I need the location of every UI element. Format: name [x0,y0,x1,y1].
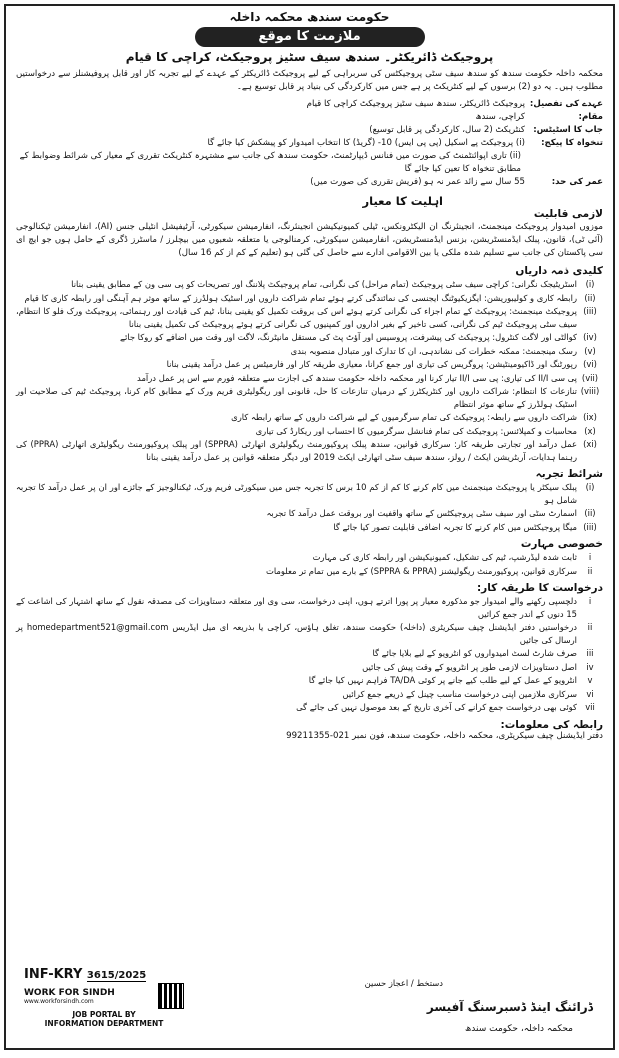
mandatory-qualification-heading: لازمی قابلیت [533,208,603,220]
apply-list [16,595,603,714]
item-text: تنازعات کا انتظام: شراکت داروں اور کنٹریکٹرز کے درمیان تنازعات کا حل، قانونی اور ریگولیٹری فریم ورک کے مطابق کام کرنا، پروجیکٹ ٹیم کی صلاحیت اور اسٹیک ہولڈرز کے ساتھ موثر انتظام [16,386,577,409]
qr-code-icon [158,983,184,1009]
signatory-department: محکمہ داخلہ، حکومت سندھ [465,1024,573,1034]
item-text: اسٹریٹیجک نگرانی: کراچی سیف سٹی پروجیکٹ (تمام مراحل) کی نگرانی، تمام پروجیکٹ پلاننگ اور تصریحات کو پی سی ون کے مطابق یقینی بنانا [71,279,577,289]
portal-line-2: INFORMATION DEPARTMENT [44,1019,164,1028]
apply-heading: درخواست کا طریقہ کار: [476,582,603,594]
item-text: اسمارٹ سٹی اور سیف سٹی پروجیکٹس کے ساتھ واقفیت اور بروقت عمل درآمد کا تجربہ [266,508,577,518]
intro-paragraph: محکمہ داخلہ حکومت سندھ کو سندھ سیف سٹی پروجیکٹس کی سربراہی کے لیے پروجیکٹ ڈائریکٹر کے عہدے کے لیے تجربہ کار اور قابل پروفیشنلز سے درخواستیں مطلوب ہیں۔ یہ دو (2) برسوں کے لیے کنٹریکٹ پر ہے جس میں کارکردگی کی بنیاد پر قابل توسیع ہے۔ [16,69,603,92]
contact-info: دفتر ایڈیشنل چیف سیکریٹری، محکمہ داخلہ، حکومت سندھ، فون نمبر 021-99211355 [286,730,603,741]
list-item [16,292,603,305]
contact-heading: رابطہ کی معلومات: [500,718,603,731]
item-text: پبلک سیکٹر یا پروجیکٹ مینجمنٹ میں کام کرنے کا کم از کم 10 برس کا تجربہ جس میں سیکورٹی فریم ورک، ٹیکنالوجیز کے جائزے اور ان پر عمل درآمد کا تجربہ شامل ہو [16,482,577,505]
item-number: (ii) [584,508,596,518]
experience-list [16,481,603,533]
detail-value: کنٹریکٹ (2 سال، کارکردگی پر قابل توسیع) [369,125,525,135]
item-text: انٹرویو کے عمل کے لیے طلب کیے جانے پر کوئی TA/DA فراہم نہیں کیا جائے گا [308,675,577,685]
signatory-name: دستخط / اعجاز حسین [364,978,443,988]
list-item [16,481,603,506]
qualification-text: موزوں امیدوار پروجیکٹ مینجمنٹ، انجینئرنگ ان الیکٹرونکس، ٹیلی کمیونیکیشن انجینئرنگ، انفارمیشن سیکورٹی، آرٹیفیشل انٹیلی جنس (AI)، انفارمیشن ٹیکنالوجی (آئی ٹی)، قانون، پبلک ایڈمنسٹریشن، بزنس ایڈمنسٹریشن، انفارمیشن سیکورٹی، کرمنالوجی یا متعلقہ شعبوں میں بیچلرز / ماسٹرز ڈگری کے حامل ہوں جو ایچ ای سی پاکستان کی جانب سے تسلیم شدہ ملکی یا بین الاقوامی ادارے سے حاصل کی گئی ہو (تعلیم کے کم از کم 16 سال) [16,222,603,258]
item-number: ii [587,565,593,576]
skills-list [16,551,603,577]
detail-key: جاب کا اسٹیٹس: [533,125,603,135]
item-text: شراکت داروں سے رابطہ: پروجیکٹ کی تمام سرگرمیوں کے لیے شراکت داروں کے ساتھ رابطہ کاری [231,412,577,422]
detail-value: پروجیکٹ ڈائریکٹر، سندھ سیف سٹیز پروجیکٹ کراچی کا قیام [306,99,525,109]
list-item [16,621,603,646]
job-opportunity-banner: ملازمت کا موقع [195,27,425,47]
list-item [16,521,603,534]
item-number: (ii) [584,292,596,303]
list-item [16,278,603,291]
item-number: (iii) [583,306,597,316]
item-number: vii [585,702,595,712]
list-item [16,701,603,714]
w4s-url: www.workforsindh.com [24,997,94,1005]
list-item [16,385,603,410]
item-text: دلچسپی رکھنے والے امیدوار جو مذکورہ معیار پر پورا اترتے ہوں، اپنی درخواست، سی وی اور متعلقہ دستاویزات کی مصدقہ نقول کے ساتھ اشتہار کی اشاعت کے 15 دنوں کے اندر جمع کرائیں [16,596,577,619]
item-number: (v) [584,345,596,356]
duties-list [16,278,603,463]
item-text: محاسبات و کمپلائنس: پروجیکٹ کی تمام فنانشل سرگرمیوں کا احتساب اور ریکارڈ کی تیاری [255,425,577,436]
list-item [16,345,603,358]
item-text: پروجیکٹ مینجمنٹ: پروجیکٹ کے تمام اجزاء کی نگرانی کرتے ہوئے اس کی بروقت تکمیل کو یقینی بنانا، ٹیم کی قیادت اور رہنمائی، پروجیکٹ ورک فلو کا انتظام، سیف سٹی پروجیکٹ ٹیم کی نگرانی، کسی تاخیر کے بغیر اداروں اور کمپنیوں کی نگرانی کرتے ہوئے پروجیکٹ کی تکمیل یقینی بنانا [16,306,577,329]
list-item [16,411,603,424]
detail-row [16,98,603,111]
item-number: (i) [585,279,595,289]
inf-code [24,967,184,982]
list-item [16,674,603,687]
job-advertisement [4,4,615,1050]
detail-row [16,137,603,150]
detail-row-age [16,176,603,189]
detail-value: کراچی، سندھ [475,112,525,122]
salary-extra: (ii) تاری اپوائنٹمنٹ کی صورت میں فنانس ڈیپارٹمنٹ، حکومت سندھ کی جانب سے مشتہرہ کنٹریکٹ تقرری کے معیار کی شرائط وضوابط کے مطابق تنخواہ کا تعین کیا جائے گا [19,151,521,174]
item-text: ثابت شدہ لیڈرشپ، ٹیم کی تشکیل، کمیونیکیشن اور رابطہ کاری کی مہارت [312,552,577,562]
portal-line-1: JOB PORTAL BY [72,1010,136,1019]
item-number: (x) [584,425,596,436]
item-number: iii [586,648,594,658]
detail-value: 55 سال سے زائد عمر نہ ہو (فریش تقرری کی صورت میں) [310,177,525,187]
list-item [16,305,603,330]
item-text: کوالٹی اور لاگت کنٹرول: پروجیکٹ کی پیشرفت، پروسیس اور آؤٹ پٹ کی مستقل مانیٹرنگ، لاگت اور وقت میں اضافے کو روکا جائے [120,332,577,342]
item-number: i [588,552,592,562]
detail-key: عہدے کی تفصیل: [529,99,603,109]
item-number: i [588,596,592,606]
item-text: پی سی II/I کی تیاری: پی سی II/I تیار کرنا اور محکمہ داخلہ حکومت سندھ کی اجازت سے متعلقہ فورم سے اس پر عمل درآمد [137,372,577,383]
list-item [16,331,603,344]
list-item [16,438,603,463]
item-number: (iii) [583,521,597,532]
duties-heading: کلیدی ذمہ داریاں [515,265,603,277]
w4s-name: WORK FOR SINDH [24,987,115,998]
item-number: (xi) [583,439,597,449]
govt-header: حکومت سندھ محکمہ داخلہ [229,10,390,24]
item-number: (vii) [581,372,599,383]
item-text: کوئی بھی درخواست جمع کرانے کی آخری تاریخ کے بعد موصول نہیں کی جائے گی [296,702,577,712]
item-number: vi [586,688,594,699]
list-item [16,661,603,674]
list-item [16,551,603,564]
item-number: iv [586,661,594,672]
signatory-title: ڈرائنگ اینڈ ڈسبرسنگ آفیسر [426,1000,593,1014]
list-item [16,425,603,438]
skills-heading: خصوصی مہارت [520,538,603,550]
job-portal-caption [24,1010,184,1028]
eligibility-heading: اہلیت کا معیار [362,194,443,208]
item-text: میگا پروجیکٹس میں کام کرنے کا تجربہ اضافی قابلیت تصور کیا جائے گا [333,521,577,532]
item-text: اصل دستاویزات لازمی طور پر انٹرویو کے وقت پیش کی جائیں [362,661,577,672]
list-item [16,372,603,385]
item-text: رسک مینجمنٹ: ممکنہ خطرات کی نشاندہی، ان کا تدارک اور متبادل منصوبہ بندی [290,345,577,356]
position-subtitle: پروجیکٹ ڈائریکٹر۔ سندھ سیف سٹیز پروجیکٹ، کراچی کا قیام [125,50,494,64]
item-number: ii [587,622,593,632]
item-number: (ix) [583,412,597,422]
item-number: (vi) [583,359,597,369]
item-text: درخواستیں دفتر ایڈیشنل چیف سیکریٹری (داخلہ) حکومت سندھ، تغلق ہاؤس، کراچی یا بذریعہ ای میل ایڈریس homedepartment521@gmail.com پر ارسال کی جائیں [16,622,577,645]
item-text: سرکاری ملازمین اپنی درخواست مناسب چینل کے ذریعے جمع کرائیں [342,688,577,699]
item-number: (iv) [583,332,597,342]
item-text: رپورٹنگ اور ڈاکیومینٹیشن: پروگریس کی تیاری اور جمع کرانا، معیاری طریقہ کار اور فارمیٹس پر عمل درآمد یقینی بنانا [166,359,577,369]
item-text: صرف شارٹ لسٹ امیدواروں کو انٹرویو کے لیے بلایا جائے گا [372,648,577,658]
detail-key: تنخواہ کا پیکج: [541,138,603,148]
detail-key: مقام: [578,112,603,122]
list-item [16,647,603,660]
list-item [16,507,603,520]
item-text: عمل درآمد اور تجارتی طریقہ کار: سرکاری قوانین، سندھ پبلک پروکیورمنٹ ریگولیٹری اتھارٹی (SPPRA) اور پبلک پروکیورمنٹ ریگولیٹری اتھارٹی (PPRA) کی رہنما ہدایات، آربٹریشن ایکٹ / رولز، سندھ سیف سٹی اتھارٹی ایکٹ 2019 اور دیگر متعلقہ قوانین پر عمل درآمد یقینی بنانا [16,439,577,462]
item-number: v [587,675,593,685]
detail-key: عمر کی حد: [551,177,603,187]
item-number: (viii) [580,386,600,396]
job-details [6,98,613,189]
list-item [16,565,603,578]
detail-row [16,124,603,137]
list-item [16,358,603,371]
item-text: رابطہ کاری و کولیبوریشن: ایگزیکیوٹنگ ایجنسی کی نمائندگی کرتے ہوئے تمام شراکت داروں اور اسٹیک ہولڈرز کے ساتھ موثر ہم آہنگی اور رابطہ کاری کا قیام [24,292,577,303]
item-number: (i) [585,482,595,492]
inf-code-text: INF-KRY [24,967,83,982]
list-item [16,688,603,701]
item-text: سرکاری قوانین، پروکیورمنٹ ریگولیشنز (SPPRA & PPRA) کے بارے میں تمام تر معلومات [265,565,577,576]
work-for-sindh-logo [24,983,184,1009]
list-item [16,595,603,620]
experience-heading: شرائط تجربہ [535,468,603,480]
detail-value: (i) پروجیکٹ پے اسکیل (پی پی ایس) 10- (گریڈ) کا انتخاب امیدوار کو پیشکش کیا جائے گا [207,138,525,148]
inf-number: 3615/2025 [86,970,147,981]
detail-row [16,111,603,124]
inf-block [24,967,184,1028]
